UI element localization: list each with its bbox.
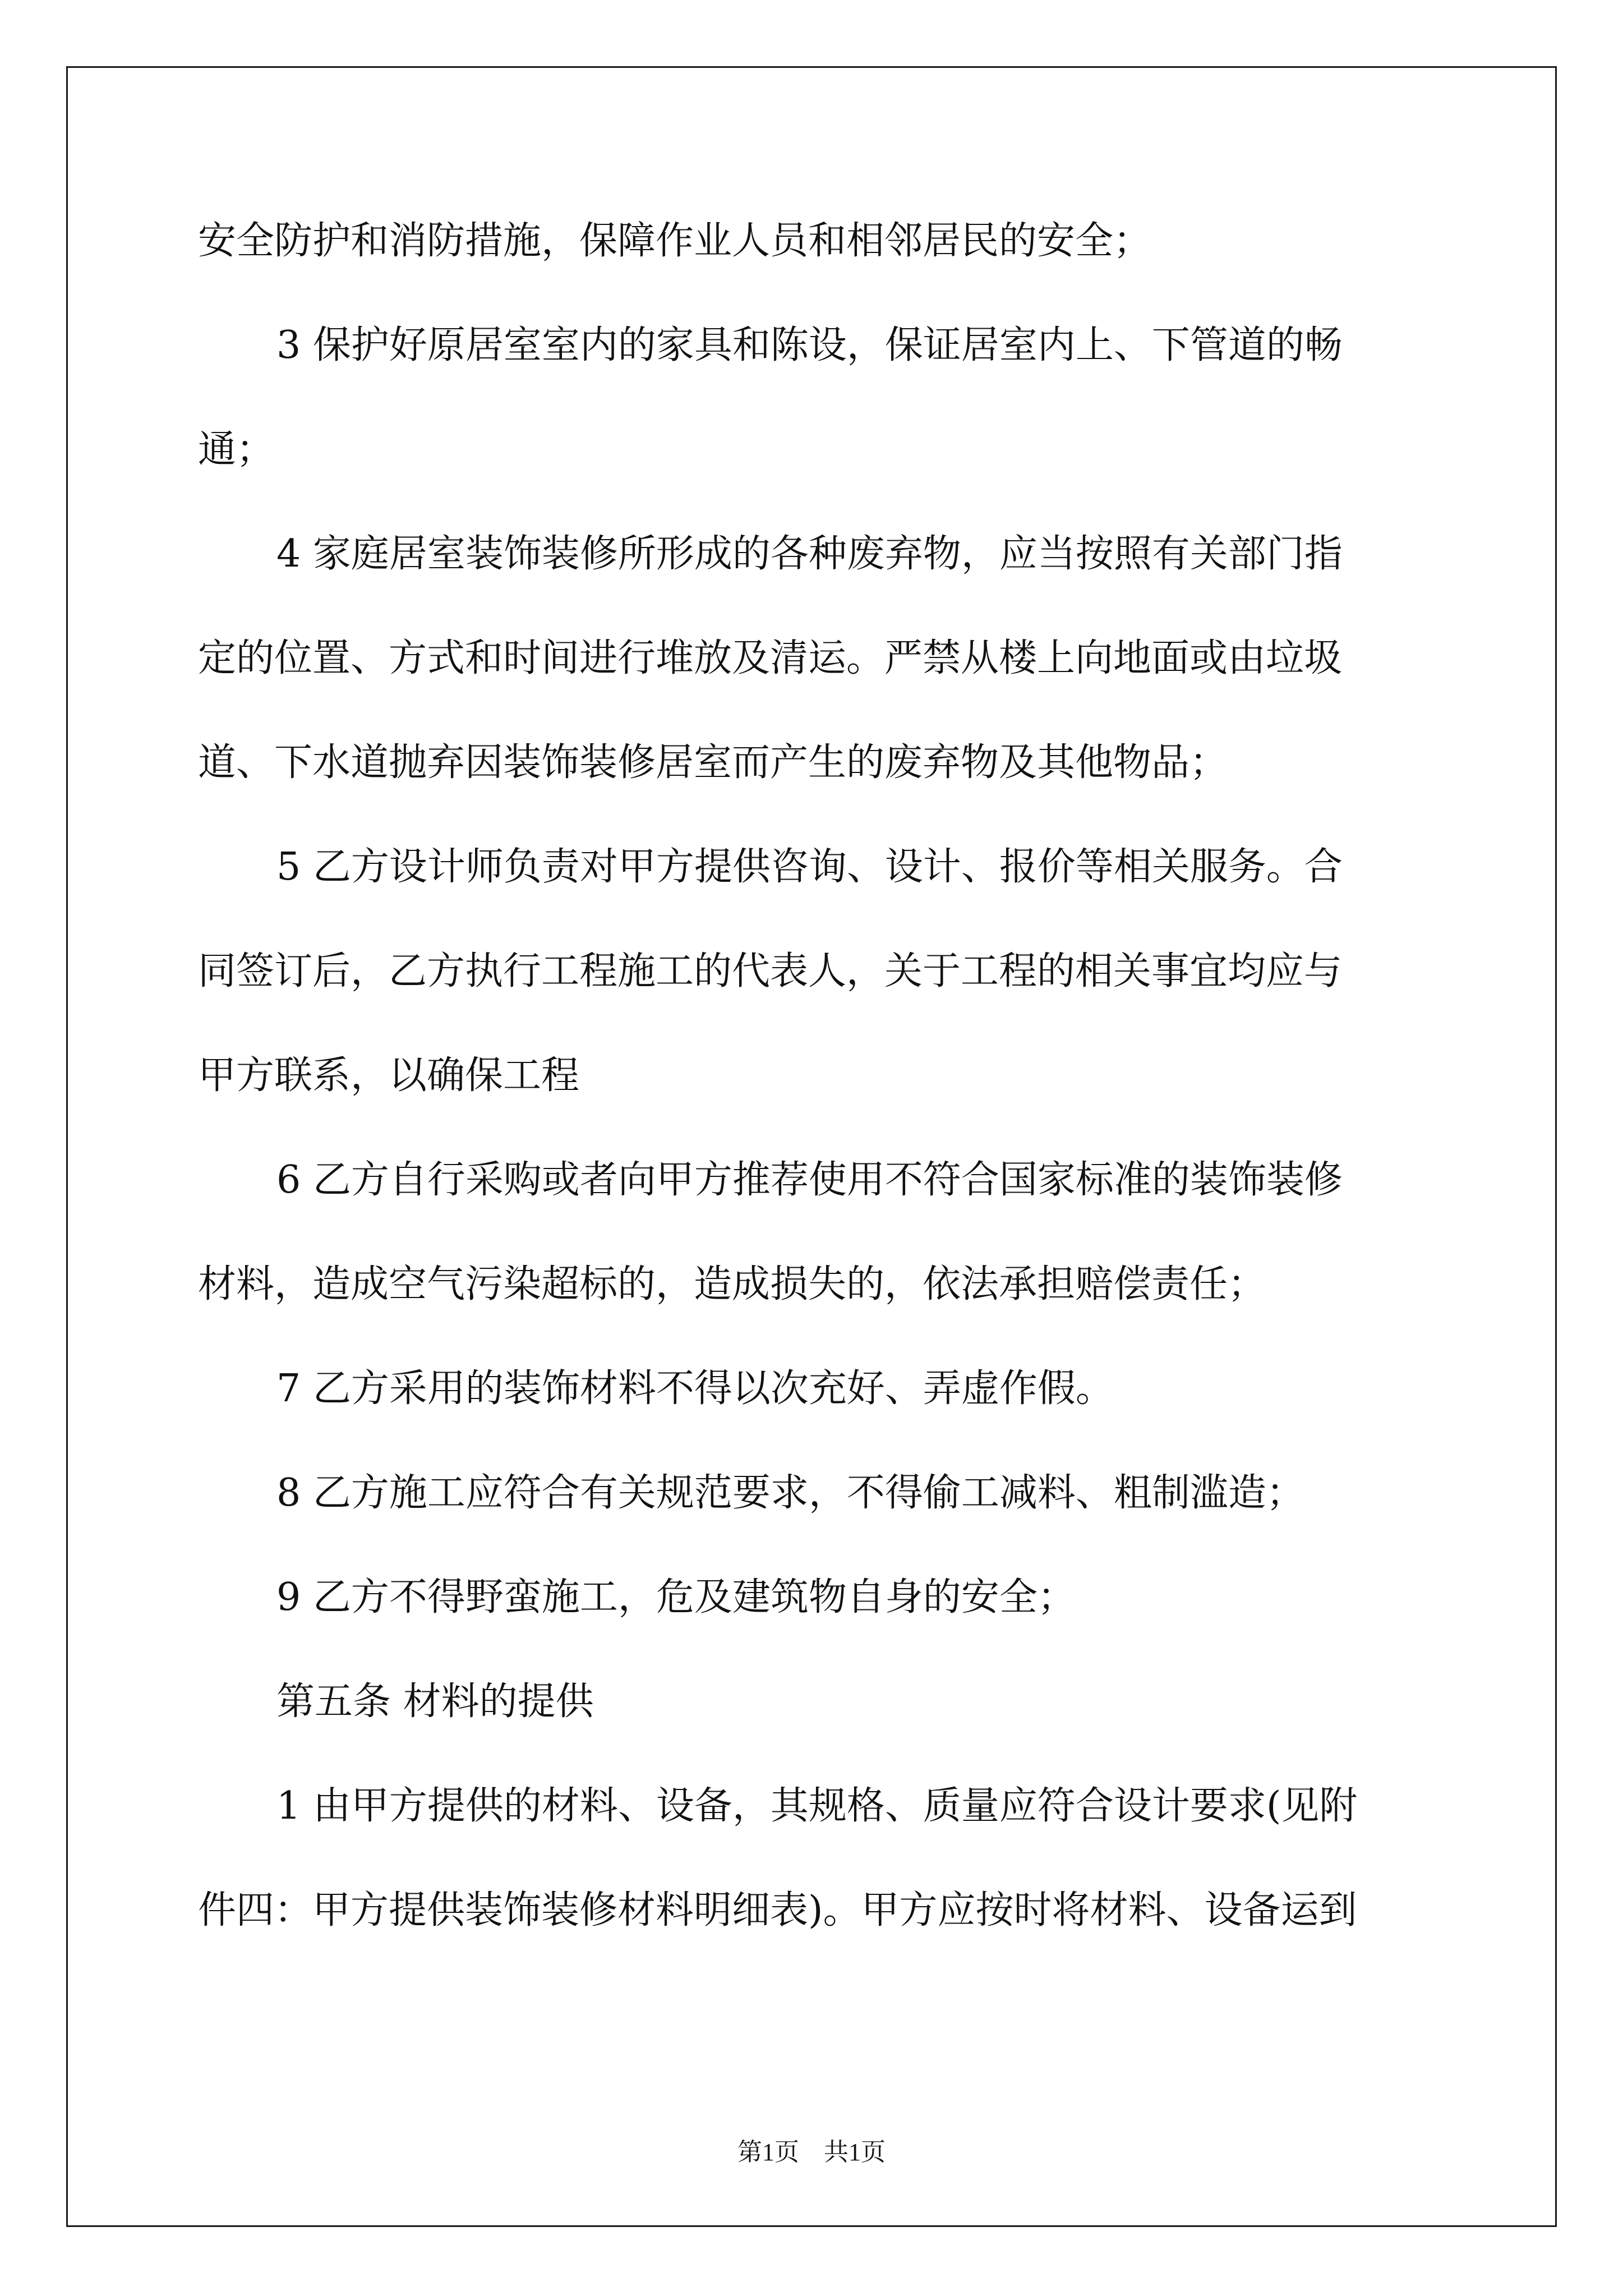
text-line-4: 4 家庭居室装饰装修所形成的各种废弃物，应当按照有关部门指 — [276, 532, 1343, 576]
text-line-3: 通； — [198, 427, 275, 472]
text-line-8: 同签订后，乙方执行工程施工的代表人，关于工程的相关事宜均应与 — [198, 949, 1343, 993]
text-line-13: 8 乙方施工应符合有关规范要求，不得偷工减料、粗制滥造； — [276, 1471, 1304, 1515]
text-line-7: 5 乙方设计师负责对甲方提供咨询、设计、报价等相关服务。合 — [276, 845, 1343, 889]
text-line-12: 7 乙方采用的装饰材料不得以次充好、弄虚作假。 — [276, 1366, 1114, 1411]
text-line-5: 定的位置、方式和时间进行堆放及清运。严禁从楼上向地面或由垃圾 — [198, 636, 1343, 680]
text-line-17: 件四：甲方提供装饰装修材料明细表)。甲方应按时将材料、设备运到 — [198, 1888, 1357, 1932]
text-line-6: 道、下水道抛弃因装饰装修居室而产生的废弃物及其他物品； — [198, 740, 1228, 785]
text-line-1: 安全防护和消防措施，保障作业人员和相邻居民的安全； — [198, 219, 1152, 263]
section-heading-5: 第五条 材料的提供 — [276, 1680, 594, 1724]
page-number: 第1页 共1页 — [737, 2138, 886, 2166]
text-line-2: 3 保护好原居室室内的家具和陈设，保证居室内上、下管道的畅 — [276, 323, 1343, 367]
text-line-10: 6 乙方自行采购或者向甲方推荐使用不符合国家标准的装饰装修 — [276, 1158, 1343, 1202]
text-line-9: 甲方联系，以确保工程 — [198, 1053, 580, 1098]
text-line-14: 9 乙方不得野蛮施工，危及建筑物自身的安全； — [276, 1575, 1076, 1619]
text-line-11: 材料，造成空气污染超标的，造成损失的，依法承担赔偿责任； — [198, 1262, 1266, 1306]
text-line-16: 1 由甲方提供的材料、设备，其规格、质量应符合设计要求(见附 — [276, 1784, 1358, 1828]
